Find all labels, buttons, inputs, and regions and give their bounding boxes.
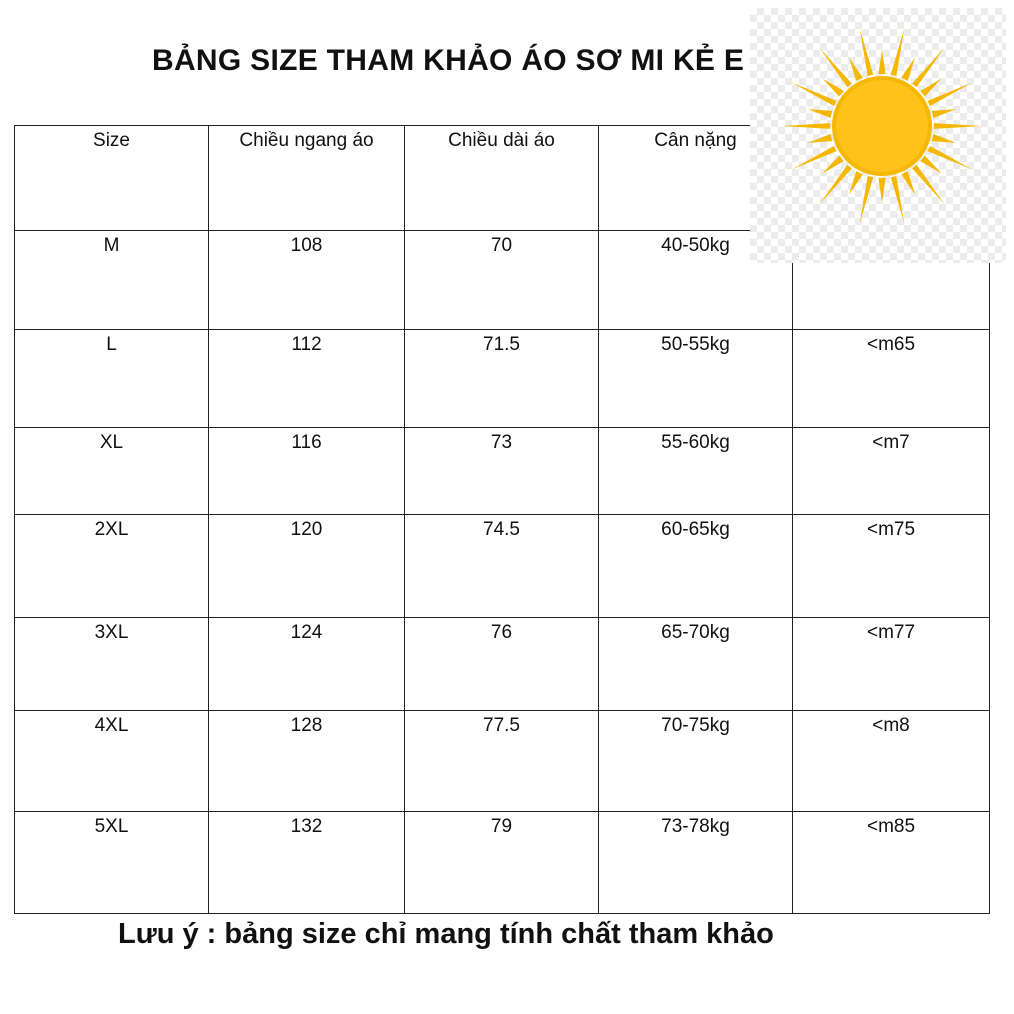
- header-weight: Cân nặng: [599, 126, 793, 231]
- sun-ray: [849, 58, 863, 81]
- table-row: [15, 812, 990, 914]
- cell-width: 116: [209, 428, 405, 515]
- cell-width: 120: [209, 515, 405, 618]
- sun-icon: [750, 8, 1006, 263]
- cell-width: 112: [209, 330, 405, 428]
- sun-ray: [823, 79, 844, 97]
- sun-ray: [782, 123, 830, 129]
- table-row: [15, 330, 990, 428]
- sun-sticker: [750, 8, 1006, 263]
- sun-core: [834, 78, 930, 174]
- sun-ray: [860, 176, 873, 224]
- cell-size: XL: [15, 428, 209, 515]
- cell-length: 70: [405, 231, 599, 330]
- disclaimer-note: Lưu ý : bảng size chỉ mang tính chất tham khảo: [118, 918, 774, 950]
- cell-weight: 70-75kg: [599, 711, 793, 812]
- sun-ray: [920, 79, 941, 97]
- sun-ray: [878, 178, 885, 202]
- table-row: [15, 711, 990, 812]
- cell-height: <m7: [793, 428, 990, 515]
- sun-ray: [878, 50, 885, 74]
- cell-size: L: [15, 330, 209, 428]
- sun-ray: [823, 155, 844, 173]
- cell-height: <m85: [793, 812, 990, 914]
- cell-width: 124: [209, 618, 405, 711]
- cell-size: 2XL: [15, 515, 209, 618]
- sun-ray: [808, 109, 832, 118]
- cell-width: 108: [209, 231, 405, 330]
- header-length: Chiều dài áo: [405, 126, 599, 231]
- cell-length: 71.5: [405, 330, 599, 428]
- cell-size: 3XL: [15, 618, 209, 711]
- cell-weight: 55-60kg: [599, 428, 793, 515]
- cell-size: 5XL: [15, 812, 209, 914]
- cell-length: 76: [405, 618, 599, 711]
- cell-length: 74.5: [405, 515, 599, 618]
- cell-size: 4XL: [15, 711, 209, 812]
- cell-weight: 73-78kg: [599, 812, 793, 914]
- header-size: Size: [15, 126, 209, 231]
- header-width: Chiều ngang áo: [209, 126, 405, 231]
- sun-ray: [912, 165, 944, 204]
- sun-ray: [820, 48, 852, 87]
- sun-ray: [932, 109, 956, 118]
- sun-ray: [920, 155, 941, 173]
- cell-length: 77.5: [405, 711, 599, 812]
- sun-ray: [901, 171, 915, 194]
- cell-height: <m77: [793, 618, 990, 711]
- cell-width: 132: [209, 812, 405, 914]
- page-title: BẢNG SIZE THAM KHẢO ÁO SƠ MI KẺ E: [152, 44, 745, 77]
- cell-weight: 60-65kg: [599, 515, 793, 618]
- sun-ray: [912, 48, 944, 87]
- sun-ray: [891, 29, 904, 77]
- sun-ray: [932, 134, 956, 143]
- cell-length: 79: [405, 812, 599, 914]
- cell-size: M: [15, 231, 209, 330]
- cell-height: <m65: [793, 330, 990, 428]
- table-row: [15, 618, 990, 711]
- sun-ray: [860, 29, 873, 77]
- cell-length: 73: [405, 428, 599, 515]
- cell-height: <m75: [793, 515, 990, 618]
- sun-ray: [901, 58, 915, 81]
- cell-weight: 40-50kg: [599, 231, 793, 330]
- sun-ray: [849, 171, 863, 194]
- sun-ray: [891, 176, 904, 224]
- cell-weight: 65-70kg: [599, 618, 793, 711]
- sun-ray: [808, 134, 832, 143]
- table-row: [15, 515, 990, 618]
- cell-height: <m8: [793, 711, 990, 812]
- sun-ray: [934, 123, 982, 129]
- cell-width: 128: [209, 711, 405, 812]
- cell-weight: 50-55kg: [599, 330, 793, 428]
- table-row: [15, 428, 990, 515]
- sun-ray: [820, 165, 852, 204]
